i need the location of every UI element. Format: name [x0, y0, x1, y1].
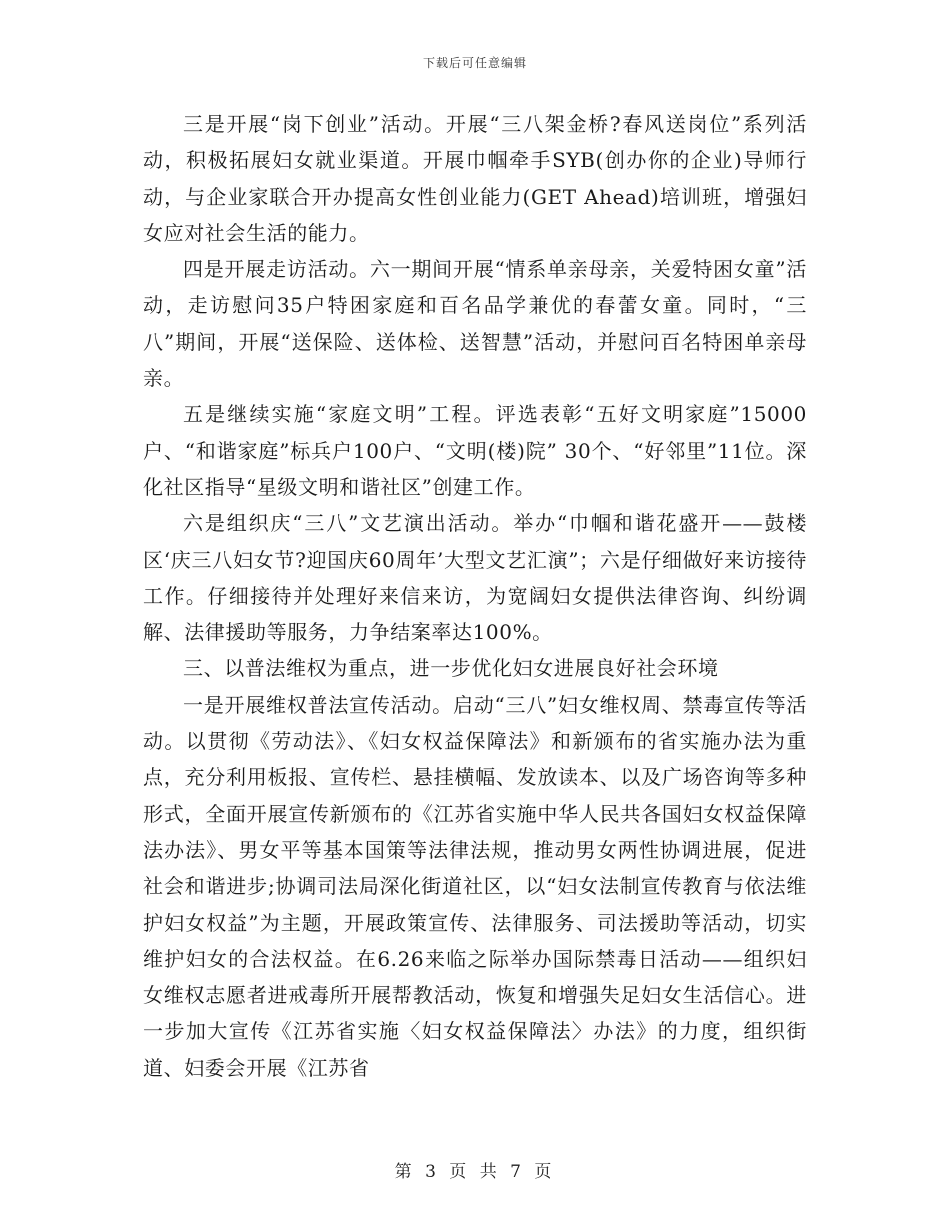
page-number: 第 3 页 共 7 页	[394, 1162, 556, 1182]
document-body	[143, 106, 807, 1086]
paragraph-law-publicity: 一是开展维权普法宣传活动。启动“三八”妇女维权周、禁毒宣传等活动。以贯彻《劳动法》、《妇女权益保障法》和新颁布的省实施办法为重点，充分利用板报、宣传栏、悬挂横幅、发放读本、以及广场咨询等多种形式，全面开展宣传新颁布的《江苏省实施中华人民共各国妇女权益保障法办法》、男女平等基本国策等法律法规，推动男女两性协调进展，促进社会和谐进步;协调司法局深化街道社区，以“妇女法制宣传教育与依法维护妇女权益”为主题，开展政策宣传、法律服务、司法援助等活动，切实维护妇女的合法权益。在6.26来临之际举办国际禁毒日活动——组织妇女维权志愿者进戒毒所开展帮教活动，恢复和增强失足妇女生活信心。进一步加大宣传《江苏省实施〈妇女权益保障法〉办法》的力度，组织街道、妇委会开展《江苏省	[143, 692, 807, 1080]
paragraph-visit-activity: 四是开展走访活动。六一期间开展“情系单亲母亲，关爱特困女童”活动，走访慰问35户特困家庭和百名品学兼优的春蕾女童。同时，“三八”期间，开展“送保险、送体检、送智慧”活动，并慰问百名特困单亲母亲。	[143, 257, 807, 391]
page-header-note: 下载后可任意编辑	[422, 56, 527, 70]
paragraph-family-civilization: 五是继续实施“家庭文明”工程。评选表彰“五好文明家庭”15000户、“和谐家庭”标兵户100户、“文明(楼)院” 30个、“好邻里”11位。深化社区指导“星级文明和谐社区”创建工作。	[143, 402, 807, 499]
section-heading: 三、以普法维权为重点，进一步优化妇女进展良好社会环境	[183, 656, 719, 681]
paragraph-startup-activity: 三是开展“岗下创业”活动。开展“三八架金桥?春风送岗位”系列活动，积极拓展妇女就业渠道。开展巾帼牵手SYB(创办你的企业)导师行动，与企业家联合开办提高女性创业能力(GET Ahead)培训班，增强妇女应对社会生活的能力。	[143, 112, 807, 245]
paragraph-art-performance: 六是组织庆“三八”文艺演出活动。举办“巾帼和谐花盛开——鼓楼区‘庆三八妇女节?迎国庆60周年’大型文艺汇演”；六是仔细做好来访接待工作。仔细接待并处理好来信来访，为宽阔妇女提供法律咨询、纠纷调解、法律援助等服务，力争结案率达100%。	[143, 511, 807, 645]
